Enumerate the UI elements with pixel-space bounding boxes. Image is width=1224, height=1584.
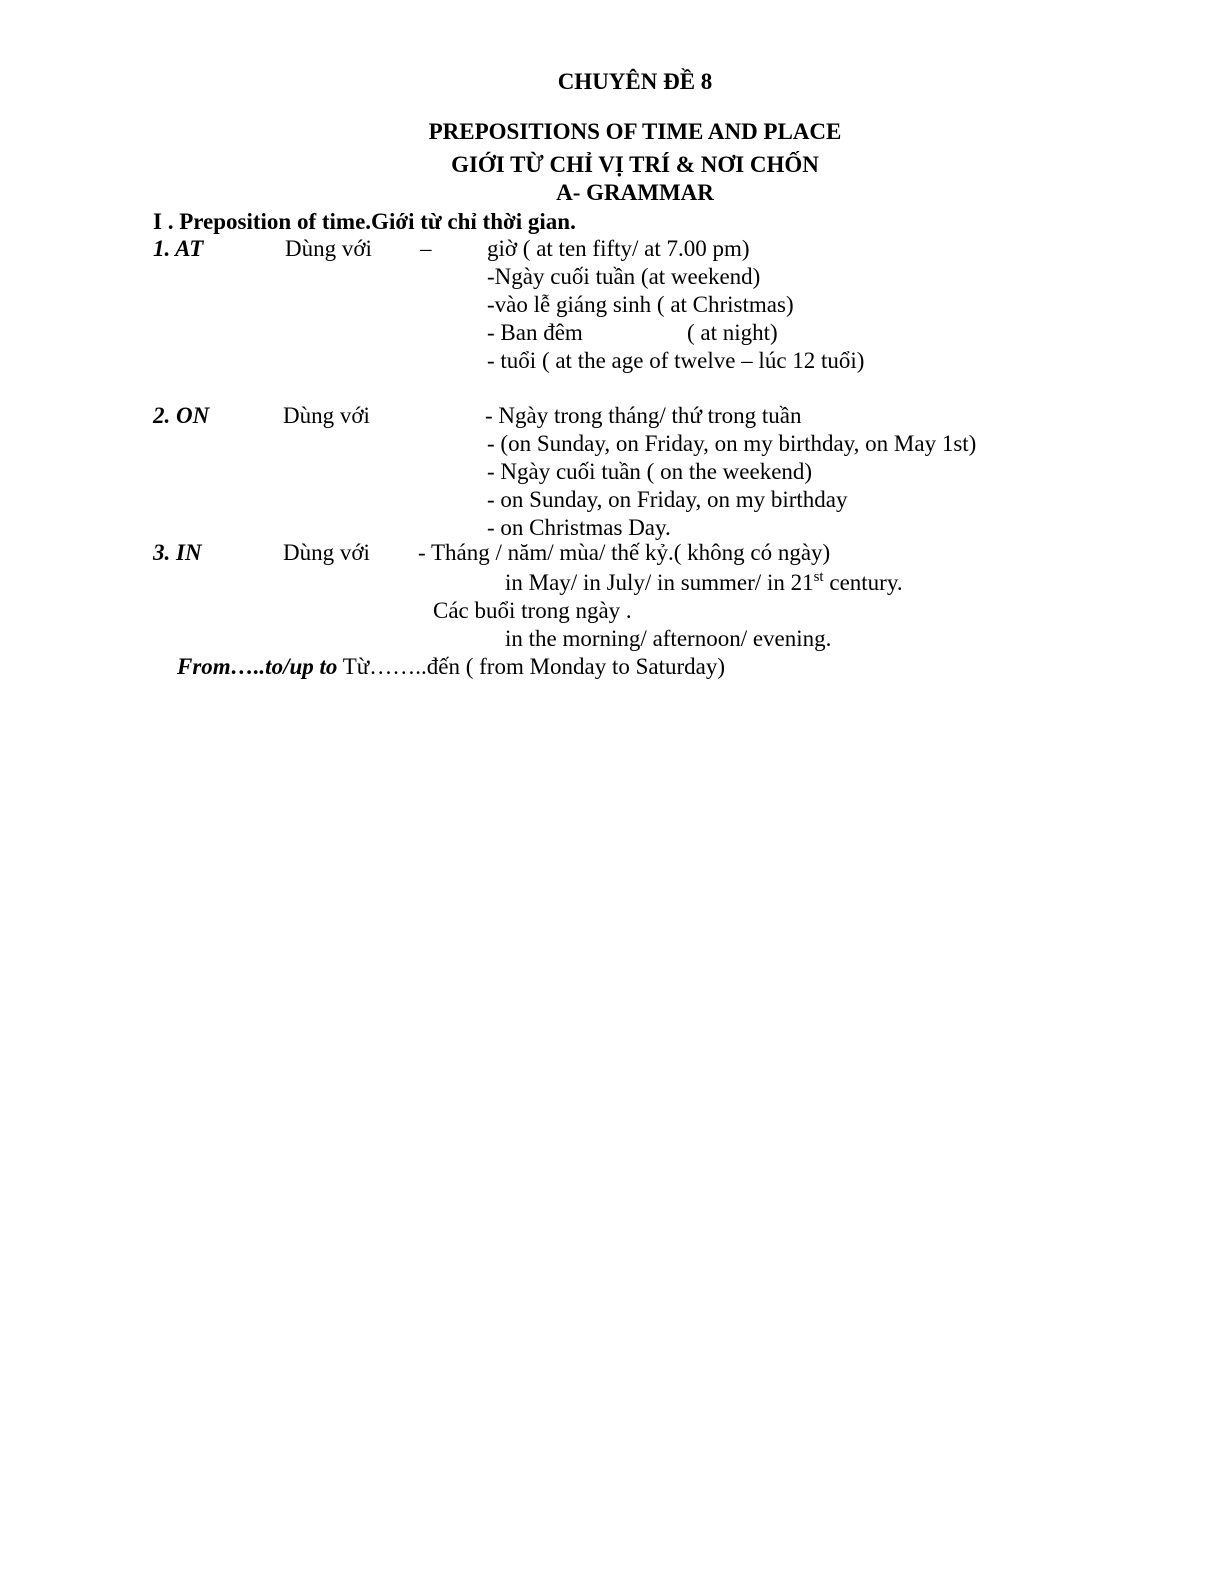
- at-line: ( at night): [687, 320, 778, 345]
- on-line: - on Sunday, on Friday, on my birthday: [487, 487, 848, 512]
- at-line: - tuổi ( at the age of twelve – lúc 12 tuổi): [487, 348, 865, 373]
- at-label: 1. AT: [153, 236, 204, 261]
- on-label: 2. ON: [153, 403, 210, 428]
- in-label: 3. IN: [153, 540, 202, 565]
- title-vietnamese: GIỚI TỪ CHỈ VỊ TRÍ & NƠI CHỐN: [451, 152, 819, 177]
- at-line: - Ban đêm: [487, 320, 583, 345]
- part-heading: A- GRAMMAR: [556, 180, 714, 205]
- on-use-label: Dùng với: [283, 403, 370, 428]
- at-line: giờ ( at ten fifty/ at 7.00 pm): [487, 236, 750, 261]
- section-title: I . Preposition of time.Giới từ chỉ thời gian.: [153, 209, 576, 234]
- in-line-century: [505, 569, 903, 597]
- in-line-century-tail: century.: [823, 570, 903, 595]
- on-line: - Ngày cuối tuần ( on the weekend): [487, 459, 813, 484]
- chapter-heading: CHUYÊN ĐỀ 8: [557, 69, 713, 94]
- at-line: -vào lễ giáng sinh ( at Christmas): [487, 292, 794, 317]
- title-english: PREPOSITIONS OF TIME AND PLACE: [428, 119, 842, 144]
- in-line: - Tháng / năm/ mùa/ thế kỷ.( không có ngày): [418, 540, 831, 565]
- in-line: Các buổi trong ngày .: [433, 598, 632, 623]
- at-dash: –: [420, 236, 432, 261]
- on-line: - (on Sunday, on Friday, on my birthday, on May 1st): [487, 431, 977, 456]
- on-line: - on Christmas Day.: [487, 515, 671, 540]
- on-line: - Ngày trong tháng/ thứ trong tuần: [485, 403, 802, 428]
- from-to-label: From…..to/up to: [177, 654, 338, 679]
- at-use-label: Dùng với: [285, 236, 372, 261]
- from-to-text: Từ……..đến ( from Monday to Saturday): [337, 654, 726, 679]
- in-line: in the morning/ afternoon/ evening.: [505, 626, 832, 651]
- in-use-label: Dùng với: [283, 540, 370, 565]
- ordinal-superscript: st: [813, 569, 824, 585]
- from-to-line: [177, 653, 725, 681]
- in-line-century-text: in May/ in July/ in summer/ in 21: [505, 570, 814, 595]
- at-line: -Ngày cuối tuần (at weekend): [487, 264, 761, 289]
